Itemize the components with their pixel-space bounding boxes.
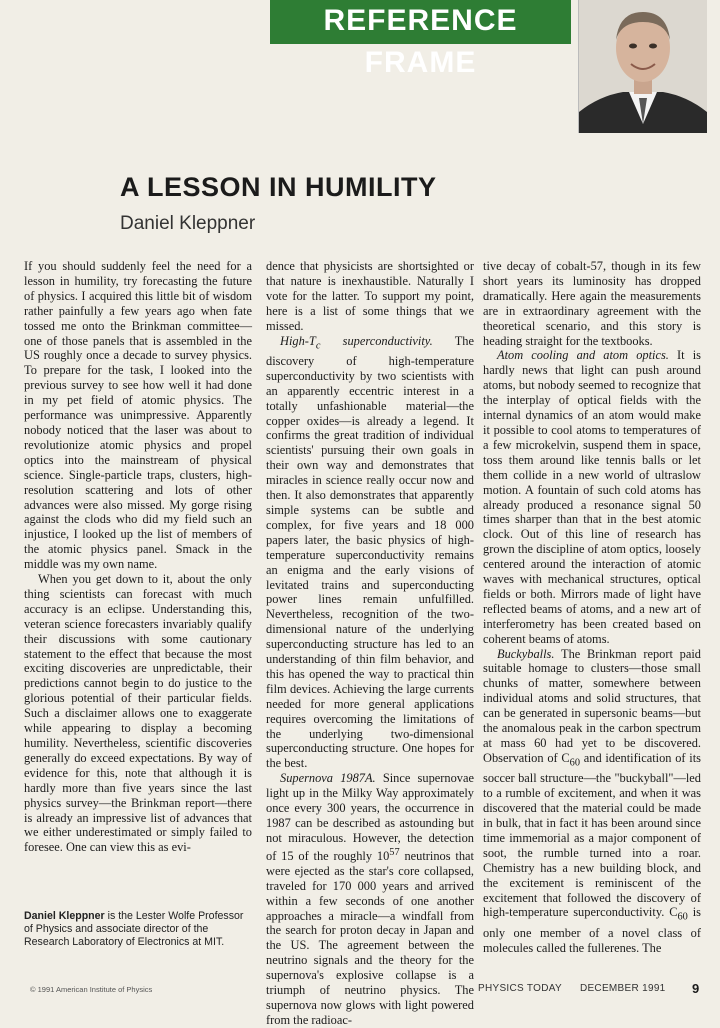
copyright-notice: © 1991 American Institute of Physics [30,985,153,994]
bio-name: Daniel Kleppner [24,910,105,922]
section-heading: Supernova 1987A. [280,771,376,786]
bio-text: is the Lester Wolfe Professor of Physics and associate director of the Research Laboratory of Electronics at MIT. [24,910,244,949]
section-heading: Atom cooling and atom optics. [497,348,669,363]
paragraph: Supernova 1987A. Since supernovae light up in the Milky Way approximately once every 300 years, the occurrence in 1987 can be described as astounding but not miraculous. However, the detection of 15 of the roughly $10^{57}$ neutrinos that were ejected as the star's core collapsed, traveled for 170 000 years and arrived within a few seconds of one another approaches a miracle—a windfall from the search for proton decay in Japan and the US. The agreement between the neutrino signals and the theory for the supernova's explosive collapse is a triumph of neutrino physics. The supernova now glows with light powered from the radioac- [266,771,474,1027]
column-2 [266,259,474,1028]
article-author: Daniel Kleppner [120,213,256,234]
paragraph: When you get down to it, about the only thing scientists can forecast with much accuracy is an eclipse. Understanding this, veteran science forecasters invariably qualify their discussions with some cautionary statement to the effect that because the most exciting discoveries are unpredictable, their predictions cannot begin to do justice to the glorious potential of their particular fields. Such a disclaimer allows one to exaggerate while appearing to display a becoming humility. Nevertheless, scientific discoveries generally do exceed expectations. By way of evidence for this, note that although it is hardly more than five years since the last physics survey—the Brinkman report—there is already an impressive list of advances that we either underestimated or simply failed to foresee. One can view this as evi- [24,572,252,855]
paragraph: tive decay of cobalt-57, though in its few short years its luminosity has dropped dramatically. Here again the measurements are in extraordinary agreement with the theoretical scenario, and this story is heading straight for the textbooks. [483,259,701,348]
page-number: 9 [692,981,700,996]
running-footer [478,983,666,994]
column-1 [24,259,252,855]
paragraph: High-$T_c$ superconductivity. The discovery of high-temperature superconductivity by two scientists with an apparently eccentric interest in a totally unfashionable material—the copper oxides—is already a legend. It confirms the great tradition of individual scientists' pursuing their own goals in their own way and demonstrates that miracles in science really occur now and then. It also demonstrates that apparently simple systems can be subtle and complex, for five years and 18 000 papers later, the basic physics of high-temperature superconductivity remains an enigma and the early visions of levitated trains and superconducting power lines remain unfulfilled. Nevertheless, recognition of the two-dimensional nature of the underlying superconducting structure has led to an understanding of thin film behavior, and this has opened the way to practical thin film devices. Achieving the large currents needed for more general applications requires overcoming the limitations of the underlying two-dimensional superconducting structure. One hopes for the best. [266,333,474,771]
journal-name: PHYSICS TODAY [478,983,562,994]
author-bio [24,910,252,950]
author-photo [578,0,707,133]
issue-date: DECEMBER 1991 [579,983,666,994]
article-title: A LESSON IN HUMILITY [120,172,437,202]
paragraph: Buckyballs. The Brinkman report paid suitable homage to clusters—those small chunks of matter, somewhere between individual atoms and solid structures, that can be generated in supersonic beams—but the anomalous peak in the carbon spectrum at mass 60 had yet to be discovered. Observation of $C_{60}$ and identification of its soccer ball structure—the "buckyball"—led to a rumble of excitement, and when it was discovered that the material could be made in bulk, that in fact it has been around since time immemorial as a major component of soot, the rumble turned into a roar. Chemistry has a new building block, and the excitement is reminiscent of the excitement that followed the discovery of high-temperature superconductivity. $C_{60}$ is only one member of a novel class of molecules called the fullerenes. The [483,646,702,955]
column-3 [483,259,701,956]
section-heading: High-$T_c$ superconductivity. [280,333,433,351]
paragraph: Atom cooling and atom optics. It is hardly news that light can push around atoms, but nobody seemed to recognize that the interplay of optical fields with the internal dynamics of an atom would make it possible to cool atoms to temperatures of a few microkelvin, suspend them in space, toss them around like tennis balls or let them collide in a new world of ultraslow motion. A fountain of such cold atoms has already produced a resonance signal 50 times sharper than that in the best atomic clock. Out of this line of research has grown the discipline of atom optics, loosely centered around the interaction of atomic waves with mechanical structures, optical fields or both. Mirrors made of light have reflected beams of atoms, and a new art of interferometry has been created based on coherent beams of atoms. [483,348,701,646]
paragraph: dence that physicists are shortsighted or that nature is inexhaustible. Naturally I vote for the latter. To support my point, here is a list of some things that we missed. [266,259,474,333]
paragraph: If you should suddenly feel the need for a lesson in humility, try forecasting the future of physics. I acquired this little bit of wisdom rather painfully a few years ago when fate tossed me onto the Brinkman committee—one of those panels that is assembled in the US roughly once a decade to survey physics. To prepare for the task, I looked into the previous survey to see how well it had done in my pet field of atomic physics. The performance was unimpressive. Apparently nobody noticed that the laser was about to revolutionize atomic physics and propel optics into the mainstream of physical science. Single-particle traps, clusters, high-resolution scattering and lots of other advances were also missed. My gorge rising against the clods who did my field such an injustice, I looked up the list of members of the atomic physics panel. Smack in the middle was my own name. [24,259,252,572]
section-banner: REFERENCE FRAME [270,0,571,44]
section-heading: Buckyballs. [497,646,555,661]
